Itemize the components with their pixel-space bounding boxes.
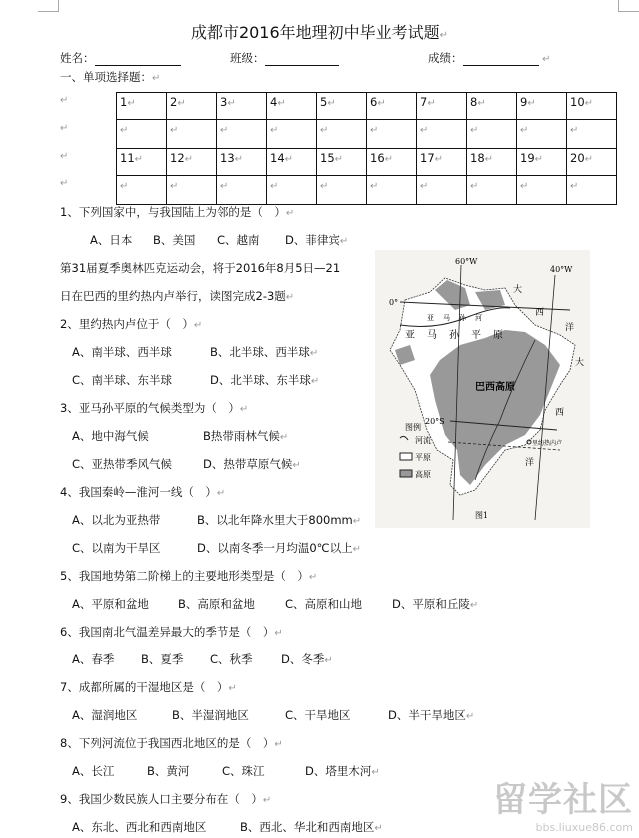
answer-cell[interactable]: ↵ bbox=[467, 176, 517, 205]
passage-line: 日在巴西的里约热内卢举行，读图完成2-3题↵ bbox=[60, 289, 295, 303]
svg-text:大: 大 bbox=[575, 358, 585, 368]
answer-cell[interactable]: ↵ bbox=[567, 176, 617, 205]
svg-text:洋: 洋 bbox=[565, 323, 575, 333]
answer-option: A、以北为亚热带 bbox=[72, 513, 161, 527]
label-60w: 60°W bbox=[455, 257, 478, 266]
answer-cell[interactable]: ↵ bbox=[267, 176, 317, 205]
answer-option: D、塔里木河↵ bbox=[305, 764, 380, 778]
answer-option: B、北半球、西半球↵ bbox=[210, 345, 319, 359]
answer-cell[interactable]: ↵ bbox=[417, 120, 467, 149]
question-number-cell: 19↵ bbox=[517, 149, 567, 176]
answer-option: B、黄河 bbox=[147, 764, 190, 778]
answer-option: D、半干旱地区↵ bbox=[388, 708, 475, 722]
answer-cell[interactable]: ↵ bbox=[467, 120, 517, 149]
answer-cell[interactable]: ↵ bbox=[167, 120, 217, 149]
answer-option: B热带雨林气候↵ bbox=[203, 429, 289, 443]
question-number-cell: 7↵ bbox=[417, 93, 467, 120]
question-number-cell: 13↵ bbox=[217, 149, 267, 176]
answer-cell[interactable]: ↵ bbox=[517, 176, 567, 205]
crop-mark bbox=[38, 0, 59, 12]
answer-option: C、南半球、东半球 bbox=[72, 373, 173, 387]
answer-option: D、北半球、东半球↵ bbox=[210, 373, 320, 387]
section-heading: 一、单项选择题：↵ bbox=[60, 70, 161, 84]
name-field[interactable]: 姓名： bbox=[60, 50, 181, 66]
label-amazon: 亚马孙平原 bbox=[405, 330, 515, 341]
question-number-cell: 14↵ bbox=[267, 149, 317, 176]
watermark: 留学社区 bbs.liuxue86.com bbox=[493, 780, 633, 834]
answer-option: C、珠江 bbox=[222, 764, 265, 778]
question-text: 5、我国地势第二阶梯上的主要地形类型是（ ）↵ bbox=[60, 569, 318, 583]
question-text: 9、我国少数民族人口主要分布在（ ）↵ bbox=[60, 792, 272, 806]
question-number-cell: 5↵ bbox=[317, 93, 367, 120]
answer-cell[interactable]: ↵ bbox=[167, 176, 217, 205]
answer-option: B、美国 bbox=[153, 233, 196, 247]
answer-table bbox=[116, 92, 617, 205]
question-text: 3、亚马孙平原的气候类型为（ ）↵ bbox=[60, 401, 249, 415]
passage-line: 第31届夏季奥林匹克运动会，将于2016年8月5日—21 bbox=[60, 261, 341, 275]
svg-text:高原: 高原 bbox=[415, 470, 431, 479]
question-text: 1、下列国家中，与我国陆上为邻的是（ ）↵ bbox=[60, 205, 295, 219]
question-number-cell: 10↵ bbox=[567, 93, 617, 120]
question-text: 6、我国南北气温差异最大的季节是（ ）↵ bbox=[60, 625, 283, 639]
question-number-cell: 8↵ bbox=[467, 93, 517, 120]
label-equator: 0° bbox=[389, 298, 399, 307]
answer-cell[interactable]: ↵ bbox=[117, 120, 167, 149]
question-number-cell: 17↵ bbox=[417, 149, 467, 176]
answer-cell[interactable]: ↵ bbox=[367, 120, 417, 149]
answer-option: B、西北、华北和西南地区↵ bbox=[240, 820, 383, 834]
answer-cell[interactable]: ↵ bbox=[217, 176, 267, 205]
question-number-cell: 20↵ bbox=[567, 149, 617, 176]
answer-option: C、秋季 bbox=[210, 652, 253, 666]
answer-option: A、长江 bbox=[72, 764, 115, 778]
question-number-cell: 1↵ bbox=[117, 93, 167, 120]
answer-option: B、高原和盆地 bbox=[178, 597, 255, 611]
brazil-map-figure bbox=[375, 250, 590, 528]
question-number-cell: 9↵ bbox=[517, 93, 567, 120]
question-text: 4、我国秦岭—淮河一线（ ）↵ bbox=[60, 485, 226, 499]
answer-option: A、日本 bbox=[90, 233, 133, 247]
answer-option: D、以南冬季一月均温0℃以上↵ bbox=[197, 541, 361, 555]
label-40w: 40°W bbox=[550, 265, 573, 274]
question-number-cell: 12↵ bbox=[167, 149, 217, 176]
svg-text:河流: 河流 bbox=[415, 436, 431, 445]
answer-option: B、以北年降水里大于800mm↵ bbox=[197, 513, 362, 527]
answer-option: A、湿润地区 bbox=[72, 708, 138, 722]
label-rio: 里约热内卢 bbox=[532, 440, 563, 447]
answer-option: A、东北、西北和西南地区 bbox=[72, 820, 207, 834]
answer-option: C、高原和山地 bbox=[285, 597, 363, 611]
question-number-cell: 6↵ bbox=[367, 93, 417, 120]
answer-option: C、以南为干旱区 bbox=[72, 541, 161, 555]
answer-cell[interactable]: ↵ bbox=[567, 120, 617, 149]
page-title: 成都市2016年地理初中毕业考试题↵ bbox=[190, 23, 449, 42]
answer-option: C、干旱地区 bbox=[285, 708, 351, 722]
answer-cell[interactable]: ↵ bbox=[317, 176, 367, 205]
answer-option: A、南半球、西半球 bbox=[72, 345, 172, 359]
label-plateau: 巴西高原 bbox=[475, 382, 515, 393]
answer-option: B、夏季 bbox=[141, 652, 184, 666]
question-text: 2、里约热内卢位于（ ）↵ bbox=[60, 317, 203, 331]
crop-mark bbox=[618, 0, 639, 12]
label-20s: 20°S bbox=[425, 417, 445, 426]
answer-cell[interactable]: ↵ bbox=[317, 120, 367, 149]
svg-text:平原: 平原 bbox=[415, 453, 431, 462]
score-field[interactable]: 成绩： ↵ bbox=[428, 51, 551, 65]
answer-option: D、菲律宾↵ bbox=[285, 233, 349, 247]
answer-option: D、热带草原气候↵ bbox=[203, 457, 301, 471]
answer-cell[interactable]: ↵ bbox=[417, 176, 467, 205]
question-number-cell: 18↵ bbox=[467, 149, 517, 176]
svg-text:西: 西 bbox=[555, 408, 565, 418]
answer-cell[interactable]: ↵ bbox=[517, 120, 567, 149]
answer-option: D、冬季↵ bbox=[281, 652, 333, 666]
legend-title: 图例 bbox=[405, 423, 421, 432]
answer-cell[interactable]: ↵ bbox=[217, 120, 267, 149]
question-number-cell: 15↵ bbox=[317, 149, 367, 176]
question-number-cell: 3↵ bbox=[217, 93, 267, 120]
class-field[interactable]: 班级： bbox=[230, 50, 339, 66]
answer-option: C、亚热带季风气候 bbox=[72, 457, 173, 471]
svg-text:洋: 洋 bbox=[525, 458, 535, 468]
answer-option: C、越南 bbox=[217, 233, 260, 247]
answer-option: A、春季 bbox=[72, 652, 115, 666]
label-amazon-river: 亚马孙河 bbox=[427, 314, 491, 322]
question-number-cell: 2↵ bbox=[167, 93, 217, 120]
question-text: 7、成都所属的干湿地区是（ ）↵ bbox=[60, 680, 237, 694]
document-page: 成都市2016年地理初中毕业考试题↵ 姓名： 班级： 成绩： ↵ 一、单项选择题：↵ ↵ ↵ ↵ ↵ 1↵ 2↵ 3↵ 4↵ 5↵ 6↵ 7↵ 8↵ 9↵ 10↵ ↵ ↵ ↵ ↵ ↵ ↵ ↵ ↵ ↵ ↵ 11↵ 12↵ 13↵ 14↵ 15↵ 16↵ 17↵ 18↵ 19↵ 20↵ ↵ ↵ ↵ ↵ ↵ ↵ ↵ ↵ ↵ ↵ 1、下列国家中，与我国陆上为邻的是（ ）↵ A、日本 B、美国 C、越南 D、菲律宾↵ 2、里约热内卢位于（ ）↵ A、南半球、西半球 B、北半球、西半球↵ C、南半球、东半球 D、北半球、东半球↵ 3、亚马孙平原的气候类型为（ ）↵ A、地中海气候 B热带雨林气候↵ C、亚热带季风气候 D、热带草原气候↵ 4、我国秦岭—淮河一线（ ）↵ A、以北为亚热带 B、以北年降水里大于800mm↵ C、以南为干旱区 D、以南冬季一月均温0℃以上↵ 5、我国地势第二阶梯上的主要地形类型是（ ）↵ A、平原和盆地 B、高原和盆地 C、高原和山地 D、平原和丘陵↵ 6、我国南北气温差异最大的季节是（ ）↵ A、春季 B、夏季 C、秋季 D、冬季↵ 7、成都所属的干湿地区是（ ）↵ A、湿润地区 B、半湿润地区 C、干旱地区 D、半干旱地区↵ 8、下列河流位于我国西北地区的是（ ）↵ A、长江 B、黄河 C、珠江 D、塔里木河↵ 9、我国少数民族人口主要分布在（ ）↵ A、东北、西北和西南地区 B、西北、华北和西南地区↵ 第31届夏季奥林匹克运动会，将于2016年8月5日—21 日在巴西的里约热内卢举行，读图完成2-3题↵ 60°W 40°W 0° 20°S 亚马孙河 亚马孙平原 巴西高原 里约热内卢 大 西 洋 大 西 洋 图例 河流 平原 高原 图1 留学社区 bbs.liuxue86.com bbox=[0, 0, 639, 838]
question-text: 8、下列河流位于我国西北地区的是（ ）↵ bbox=[60, 736, 283, 750]
figure-caption: 图1 bbox=[475, 511, 489, 520]
svg-text:西: 西 bbox=[535, 308, 545, 318]
question-number-cell: 11↵ bbox=[117, 149, 167, 176]
answer-cell[interactable]: ↵ bbox=[117, 176, 167, 205]
question-number-cell: 16↵ bbox=[367, 149, 417, 176]
svg-text:大: 大 bbox=[513, 285, 523, 295]
answer-option: A、地中海气候 bbox=[72, 429, 149, 443]
answer-cell[interactable]: ↵ bbox=[367, 176, 417, 205]
answer-option: D、平原和丘陵↵ bbox=[392, 597, 479, 611]
answer-option: A、平原和盆地 bbox=[72, 597, 149, 611]
answer-cell[interactable]: ↵ bbox=[267, 120, 317, 149]
question-number-cell: 4↵ bbox=[267, 93, 317, 120]
answer-option: B、半湿润地区 bbox=[172, 708, 249, 722]
